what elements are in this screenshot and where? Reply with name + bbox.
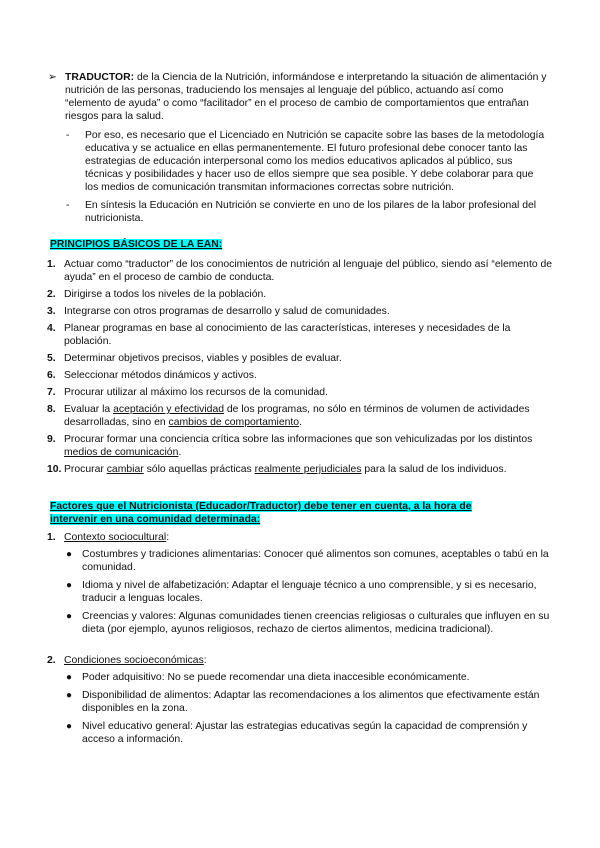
list-item: 6. Seleccionar métodos dinámicos y activos. bbox=[47, 370, 257, 381]
principios-list bbox=[47, 258, 557, 480]
list-item: 2. Dirigirse a todos los niveles de la población. bbox=[47, 289, 267, 300]
bullet-dot-icon: ● bbox=[66, 549, 73, 560]
list-item: 4. Planear programas en base al conocimiento de las características, intereses y necesidades de la población. bbox=[47, 323, 511, 347]
traductor-points bbox=[48, 129, 548, 225]
list-item: ● Disponibilidad de alimentos: Adaptar las recomendaciones a los alimentos que efectivamente están disponibles en la zona. bbox=[66, 690, 540, 714]
list-item: - Por eso, es necesario que el Licenciado en Nutrición se capacite sobre las bases de la metodología educativa y se actualice en ellas permanentemente. El futuro profesional debe conocer tanto las estrategias de educación interpersonal como los medios educativos aplicados al público, sus técnicas y posibilidades y hacer uso de ellos siempre que sea posible. Y debe colaborar para que los medios de comunicación transmitan informaciones correctas sobre nutrición. bbox=[66, 130, 545, 193]
list-item: ● Poder adquisitivo: No se puede recomendar una dieta inaccesible económicamente. bbox=[66, 672, 470, 683]
list-item: ● Nivel educativo general: Ajustar las estrategias educativas según la capacidad de comprensión y acceso a información. bbox=[66, 721, 528, 745]
list-item: ● Creencias y valores: Algunas comunidades tienen creencias religiosas o culturales que influyen en su dieta (por ejemplo, ayunos religiosos, rechazo de ciertos alimentos, medicina tradicional). bbox=[66, 611, 550, 635]
section-heading: 1. Contexto sociocultural: bbox=[47, 532, 170, 543]
list-item: ● Costumbres y tradiciones alimentarias: Conocer qué alimentos son comunes, aceptables o tabú en la comunidad. bbox=[66, 549, 549, 573]
list-item: 3. Integrarse con otros programas de desarrollo y salud de comunidades. bbox=[47, 306, 390, 317]
arrow-bullet-icon: ➢ bbox=[48, 72, 57, 83]
sociocultural-bullets bbox=[47, 548, 557, 636]
traductor-block bbox=[48, 71, 548, 230]
list-item: 5. Determinar objetivos precisos, viables y posibles de evaluar. bbox=[47, 353, 342, 364]
factores-heading: Factores que el Nutricionista (Educador/Traductor) debe tener en cuenta, a la hora de intervenir en una comunidad determinada: bbox=[50, 501, 472, 525]
section-heading: 2. Condiciones socioeconómicas: bbox=[47, 655, 207, 666]
factor-section-socioeconomic bbox=[47, 654, 557, 751]
list-item: 10. Procurar cambiar sólo aquellas prácticas realmente perjudiciales para la salud de los individuos. bbox=[47, 464, 507, 475]
underlined-phrase: cambiar bbox=[106, 464, 144, 475]
list-item: ● Idioma y nivel de alfabetización: Adaptar el lenguaje técnico a uno comprensible, y si es necesario, traducir a lenguas locales. bbox=[66, 580, 537, 604]
dash-bullet: - bbox=[66, 130, 70, 141]
list-item: 8. Evaluar la aceptación y efectividad de los programas, no sólo en términos de volumen de actividades desarrolladas, sino en cambios de comportamiento. bbox=[47, 404, 530, 428]
list-item: 7. Procurar utilizar al máximo los recursos de la comunidad. bbox=[47, 387, 328, 398]
principios-heading: PRINCIPIOS BÁSICOS DE LA EAN: bbox=[50, 239, 223, 250]
traductor-paragraph bbox=[65, 71, 548, 123]
factor-section-sociocultural bbox=[47, 531, 557, 641]
traductor-text: de la Ciencia de la Nutrición, informándose e interpretando la situación de alimentación y nutrición de las personas, traduciendo los mensajes al lenguaje del público, actuando así como “elemento de ayuda” o como “facilitador” en el proceso de cambio de comportamientos que entrañan riesgos para la salud. bbox=[65, 72, 547, 122]
underlined-phrase: medios de comunicación bbox=[64, 447, 179, 458]
list-item: 1. Actuar como “traductor” de los conocimientos de nutrición al lenguaje del público, siendo así “elemento de ayuda” en el proceso de cambio de conducta. bbox=[47, 259, 553, 283]
bullet-dot-icon: ● bbox=[66, 580, 73, 591]
bullet-dot-icon: ● bbox=[66, 721, 73, 732]
dash-bullet: - bbox=[66, 200, 70, 211]
underlined-phrase: cambios de comportamiento bbox=[168, 417, 300, 428]
traductor-term: TRADUCTOR: bbox=[65, 72, 135, 83]
underlined-phrase: realmente perjudiciales bbox=[254, 464, 362, 475]
underlined-phrase: aceptación y efectividad bbox=[113, 404, 224, 415]
list-item: 9. Procurar formar una conciencia crítica sobre las informaciones que son vehiculizadas por los distintos medios de comunicación. bbox=[47, 434, 533, 458]
socioeconomic-bullets bbox=[47, 671, 557, 746]
list-item: - En síntesis la Educación en Nutrición se convierte en uno de los pilares de la labor profesional del nutricionista. bbox=[66, 200, 537, 224]
bullet-dot-icon: ● bbox=[66, 672, 73, 683]
bullet-dot-icon: ● bbox=[66, 611, 73, 622]
bullet-dot-icon: ● bbox=[66, 690, 73, 701]
